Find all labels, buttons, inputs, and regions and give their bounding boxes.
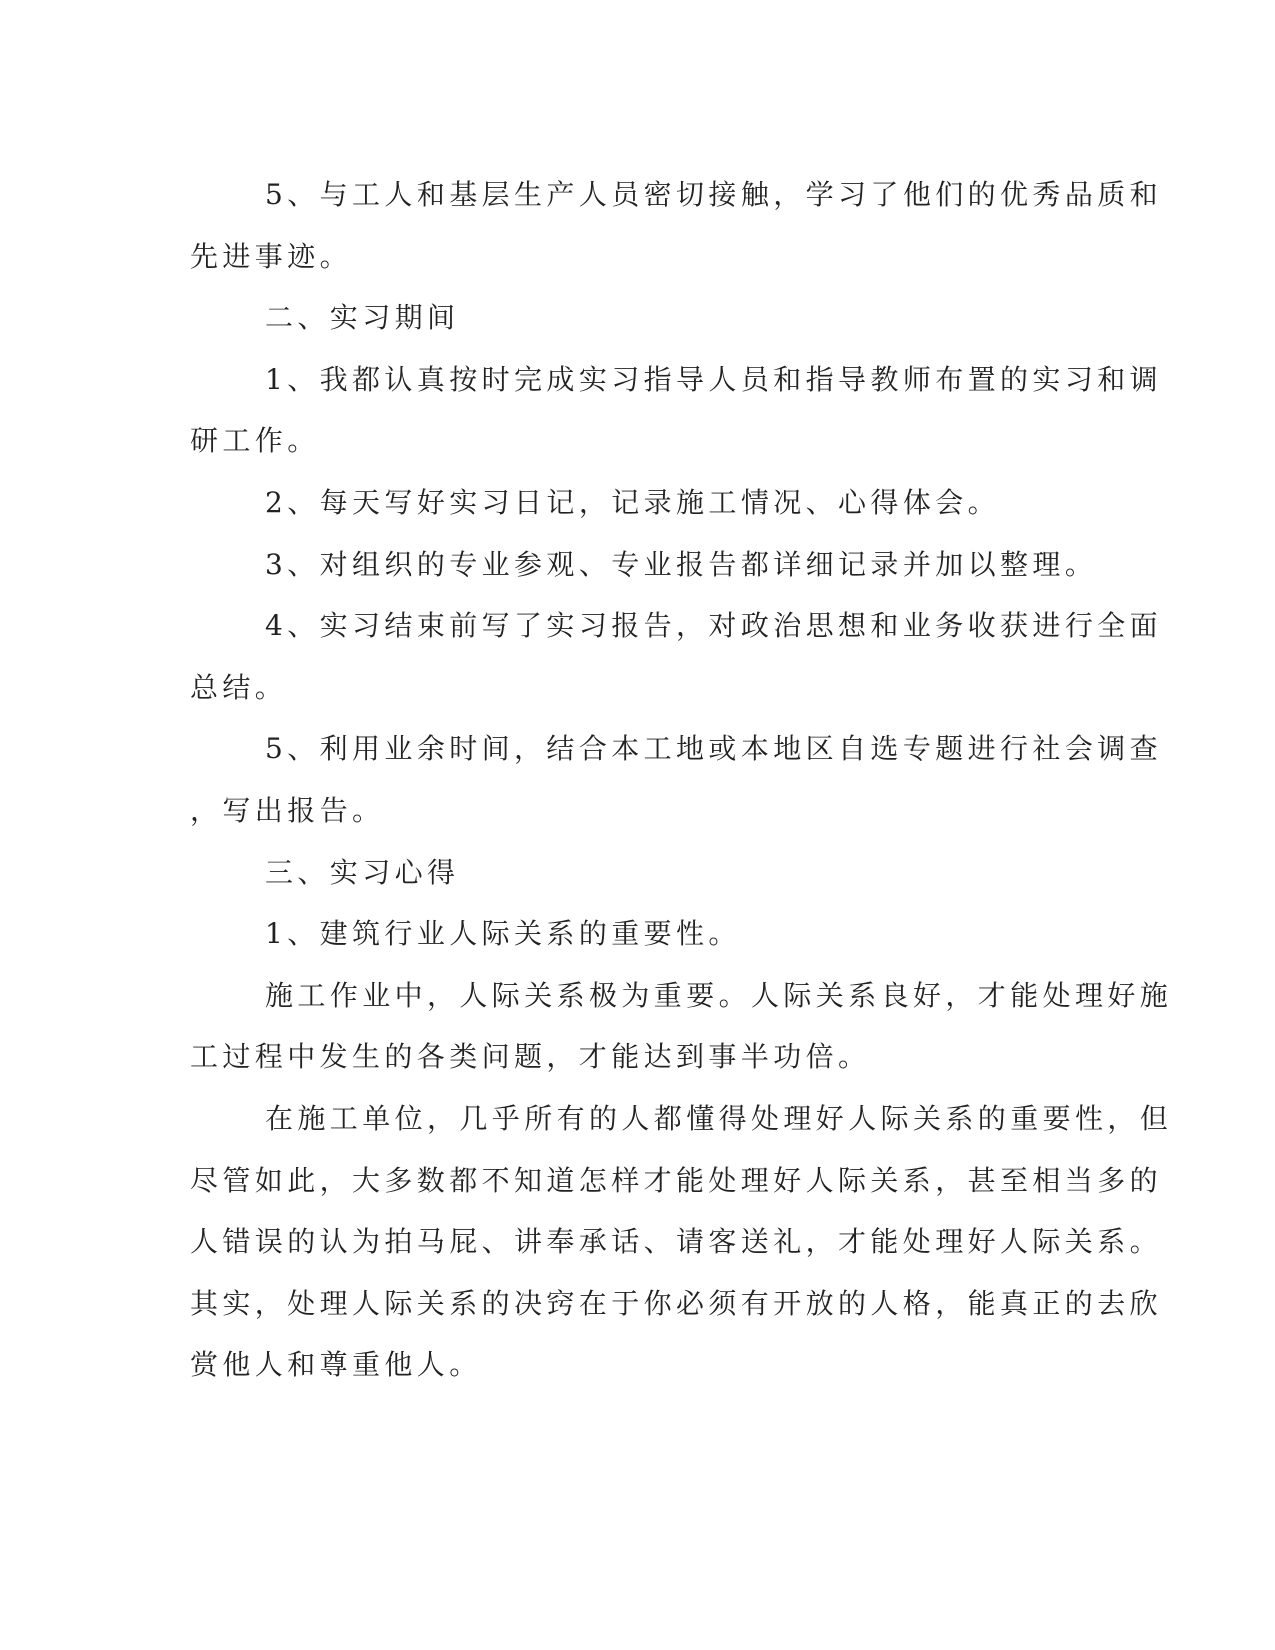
section-heading: 二、实习期间 — [265, 301, 460, 335]
text-line: 3、对组织的专业参观、专业报告都详细记录并加以整理。 — [265, 547, 1098, 581]
text-line: 5、与工人和基层生产人员密切接触，学习了他们的优秀品质和 — [265, 178, 1163, 211]
text-line: 4、实习结束前写了实习报告，对政治思想和业务收获进行全面 — [265, 609, 1163, 643]
text-line: 5、利用业余时间，结合本工地或本地区自选专题进行社会调查 — [265, 732, 1163, 766]
text-line: 在施工单位，几乎所有的人都懂得处理好人际关系的重要性，但 — [265, 1101, 1173, 1135]
text-line: 其实，处理人际关系的决窍在于你必须有开放的人格，能真正的去欣 — [190, 1286, 1163, 1320]
text-line: 赏他人和尊重他人。 — [190, 1348, 482, 1382]
text-line: ，写出报告。 — [190, 793, 385, 827]
text-line: 1、建筑行业人际关系的重要性。 — [265, 917, 741, 951]
document-body — [190, 164, 1173, 1396]
text-line: 总结。 — [190, 670, 288, 704]
text-line: 研工作。 — [190, 424, 320, 458]
text-line: 2、每天写好实习日记，记录施工情况、心得体会。 — [265, 485, 1001, 519]
section-heading: 三、实习心得 — [265, 855, 460, 889]
text-line: 先进事迹。 — [190, 239, 353, 273]
text-line: 人错误的认为拍马屁、讲奉承话、请客送礼，才能处理好人际关系。 — [190, 1225, 1163, 1259]
text-line: 尽管如此，大多数都不知道怎样才能处理好人际关系，甚至相当多的 — [190, 1163, 1163, 1197]
text-line: 1、我都认真按时完成实习指导人员和指导教师布置的实习和调 — [265, 362, 1163, 396]
text-line: 工过程中发生的各类问题，才能达到事半功倍。 — [190, 1040, 871, 1074]
text-line: 施工作业中，人际关系极为重要。人际关系良好，才能处理好施 — [265, 978, 1173, 1012]
